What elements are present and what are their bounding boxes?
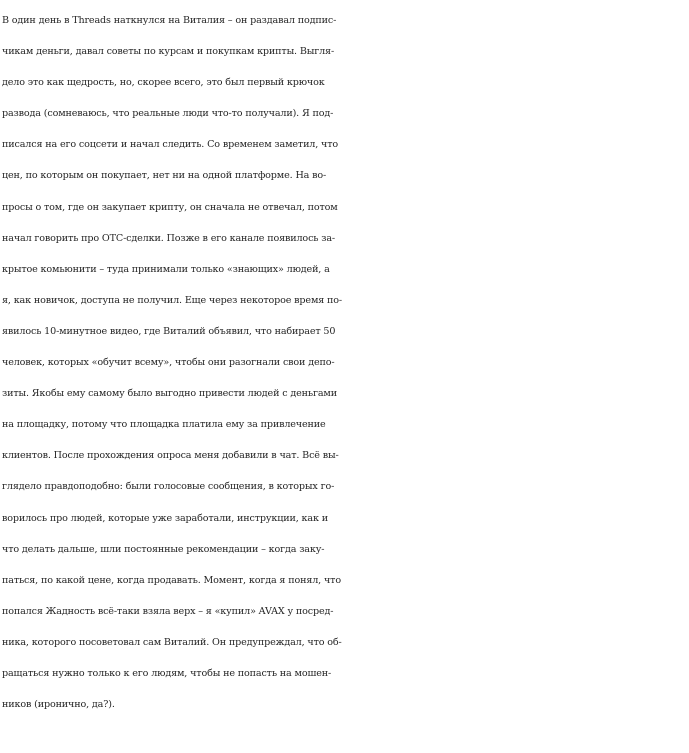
text-line: начал говорить про ОТС-сделки. Позже в его канале появилось за-: [2, 232, 336, 244]
text-line: человек, которых «обучит всему», чтобы они разогнали свои депо-: [2, 357, 335, 369]
text-line: развода (сомневаюсь, что реальные люди что-то получали). Я под-: [2, 108, 334, 120]
text-line: цен, по которым он покупает, нет ни на одной платформе. На во-: [2, 170, 327, 182]
text-line: ника, которого посоветовал сам Виталий. Он предупреждал, что об-: [2, 636, 342, 648]
text-line: глядело правдоподобно: были голосовые сообщения, в которых го-: [2, 481, 335, 493]
text-line: явилось 10-минутное видео, где Виталий объявил, что набирает 50: [2, 325, 336, 337]
text-line: зиты. Якобы ему самому было выгодно привести людей с деньгами: [2, 388, 337, 400]
text-line: дело это как щедрость, но, скорее всего, это был первый крючок: [2, 77, 325, 89]
text-line: крытое комьюнити – туда принимали только «знающих» людей, а: [2, 263, 330, 275]
text-line: ников (иронично, да?).: [2, 699, 115, 711]
text-line: попался Жадность всё-таки взяла верх – я «купил» AVAX у посред-: [2, 605, 334, 617]
text-line: на площадку, потому что площадка платила ему за привлечение: [2, 419, 326, 431]
text-line: клиентов. После прохождения опроса меня добавили в чат. Всё вы-: [2, 450, 339, 462]
text-line: В один день в Threads наткнулся на Виталия – он раздавал подпис-: [2, 15, 337, 26]
text-line: ращаться нужно только к его людям, чтобы не попасть на мошен-: [2, 667, 332, 679]
text-line: я, как новичок, доступа не получил. Еще через некоторое время по-: [2, 294, 343, 306]
text-line: паться, по какой цене, когда продавать. Момент, когда я понял, что: [2, 574, 341, 586]
text-line: писался на его соцсети и начал следить. Со временем заметил, что: [2, 139, 339, 151]
text-line: просы о том, где он закупает крипту, он сначала не отвечал, потом: [2, 201, 338, 213]
text-line: ворилось про людей, которые уже заработали, инструкции, как и: [2, 512, 328, 524]
text-line: что делать дальше, шли постоянные рекомендации – когда заку-: [2, 543, 325, 555]
text-line: чикам деньги, давал советы по курсам и покупкам крипты. Выгля-: [2, 46, 335, 58]
